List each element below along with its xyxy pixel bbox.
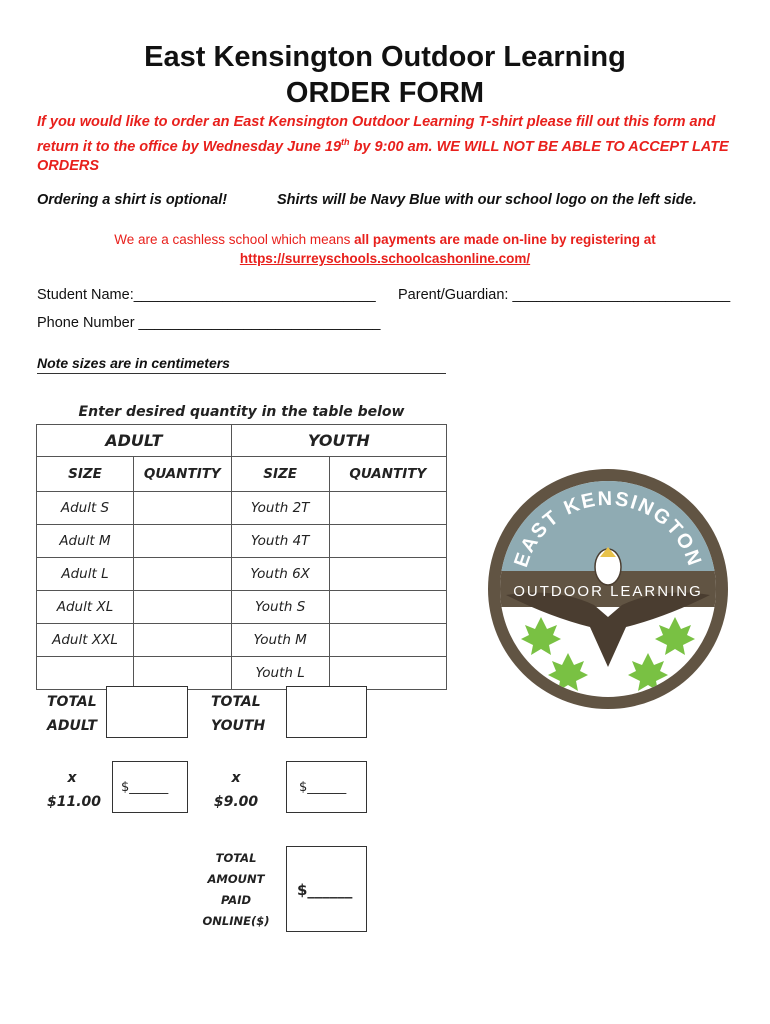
form-title: East Kensington Outdoor Learning <box>144 41 626 73</box>
table-row <box>37 558 447 591</box>
total-adult-line1: TOTAL <box>47 694 97 710</box>
adult-size-header: SIZE <box>37 457 134 492</box>
sizes-note: Note sizes are in centimeters <box>37 355 446 374</box>
payment-link-row <box>0 249 770 268</box>
total-paid-line2: AMOUNT <box>207 872 265 886</box>
x-symbol: x <box>231 770 241 786</box>
table-caption: Enter desired quantity in the table below <box>78 404 405 420</box>
youth-quantity-cell[interactable] <box>329 525 446 558</box>
intro-part1: If you would like to order an East Kensington Outdoor Learning T-shirt please fill out this form and return it to the office by Wednesday June 19 <box>37 114 716 155</box>
youth-size-cell: Youth 6X <box>231 558 329 591</box>
youth-multiplier <box>211 766 261 814</box>
youth-quantity-cell[interactable] <box>329 624 446 657</box>
total-youth-line2: YOUTH <box>211 718 266 734</box>
youth-header: YOUTH <box>231 425 446 457</box>
adult-quantity-header: QUANTITY <box>133 457 231 492</box>
table-row <box>37 657 447 690</box>
school-logo <box>486 467 730 711</box>
adult-quantity-cell[interactable] <box>133 657 231 690</box>
adult-amount-blank: $______ <box>121 780 169 795</box>
youth-quantity-cell[interactable] <box>329 492 446 525</box>
table-row <box>37 591 447 624</box>
total-paid-blank: $______ <box>297 881 353 899</box>
payment-link[interactable]: https://surreyschools.schoolcashonline.com/ <box>239 251 531 266</box>
optional-note: Ordering a shirt is optional! <box>37 192 228 208</box>
youth-quantity-cell[interactable] <box>329 591 446 624</box>
adult-size-cell <box>37 657 134 690</box>
table-row <box>37 624 447 657</box>
total-youth-box[interactable] <box>286 686 367 738</box>
total-paid-label <box>196 848 276 932</box>
adult-multiplier <box>47 766 102 814</box>
student-name-field[interactable]: Student Name:______________________________ <box>37 287 376 303</box>
adult-size-cell: Adult XL <box>37 591 134 624</box>
total-paid-line3: PAID <box>220 893 252 907</box>
total-adult-box[interactable] <box>106 686 188 738</box>
table-row <box>37 525 447 558</box>
total-youth-label <box>211 690 265 738</box>
parent-guardian-field[interactable]: Parent/Guardian: ___________________________ <box>398 287 731 303</box>
shirt-info-note: Shirts will be Navy Blue with our school logo on the left side. <box>277 192 697 208</box>
total-paid-line4: ONLINE($) <box>202 914 270 928</box>
youth-size-cell: Youth 2T <box>231 492 329 525</box>
intro-text <box>37 113 742 176</box>
adult-header: ADULT <box>37 425 232 457</box>
logo-top-textpath: EAST KENSINGTON <box>510 487 706 571</box>
total-adult-label <box>47 690 97 738</box>
youth-quantity-cell[interactable] <box>329 657 446 690</box>
youth-amount-box[interactable] <box>286 761 367 813</box>
adult-amount-box[interactable] <box>112 761 188 813</box>
x-symbol: x <box>67 770 77 786</box>
order-table <box>36 424 447 690</box>
total-paid-box[interactable] <box>286 846 367 932</box>
adult-size-cell: Adult XXL <box>37 624 134 657</box>
payment-notice <box>0 230 770 249</box>
adult-quantity-cell[interactable] <box>133 558 231 591</box>
youth-quantity-header: QUANTITY <box>329 457 446 492</box>
adult-size-cell: Adult L <box>37 558 134 591</box>
youth-size-header: SIZE <box>231 457 329 492</box>
adult-size-cell: Adult M <box>37 525 134 558</box>
table-row <box>37 492 447 525</box>
youth-size-cell: Youth M <box>231 624 329 657</box>
adult-size-cell: Adult S <box>37 492 134 525</box>
youth-amount-blank: $______ <box>299 780 347 795</box>
adult-quantity-cell[interactable] <box>133 591 231 624</box>
total-adult-line2: ADULT <box>47 718 97 734</box>
youth-size-cell: Youth 4T <box>231 525 329 558</box>
youth-size-cell: Youth S <box>231 591 329 624</box>
payment-plain: We are a cashless school which means <box>114 232 355 247</box>
total-youth-line1: TOTAL <box>211 694 261 710</box>
adult-quantity-cell[interactable] <box>133 492 231 525</box>
adult-price: $11.00 <box>47 794 102 810</box>
adult-quantity-cell[interactable] <box>133 624 231 657</box>
total-paid-line1: TOTAL <box>215 851 257 865</box>
payment-bold: all payments are made on-line by registering at <box>354 232 656 247</box>
form-subtitle: ORDER FORM <box>285 77 485 109</box>
youth-quantity-cell[interactable] <box>329 558 446 591</box>
intro-part2: by 9:00 am. WE WILL NOT BE ABLE TO ACCEPT LATE ORDERS <box>37 138 729 174</box>
logo-band-text: OUTDOOR LEARNING <box>513 583 703 600</box>
youth-size-cell: Youth L <box>231 657 329 690</box>
phone-field[interactable]: Phone Number ______________________________ <box>37 315 381 331</box>
youth-price: $9.00 <box>213 794 259 810</box>
adult-quantity-cell[interactable] <box>133 525 231 558</box>
intro-sup: th <box>341 136 350 147</box>
